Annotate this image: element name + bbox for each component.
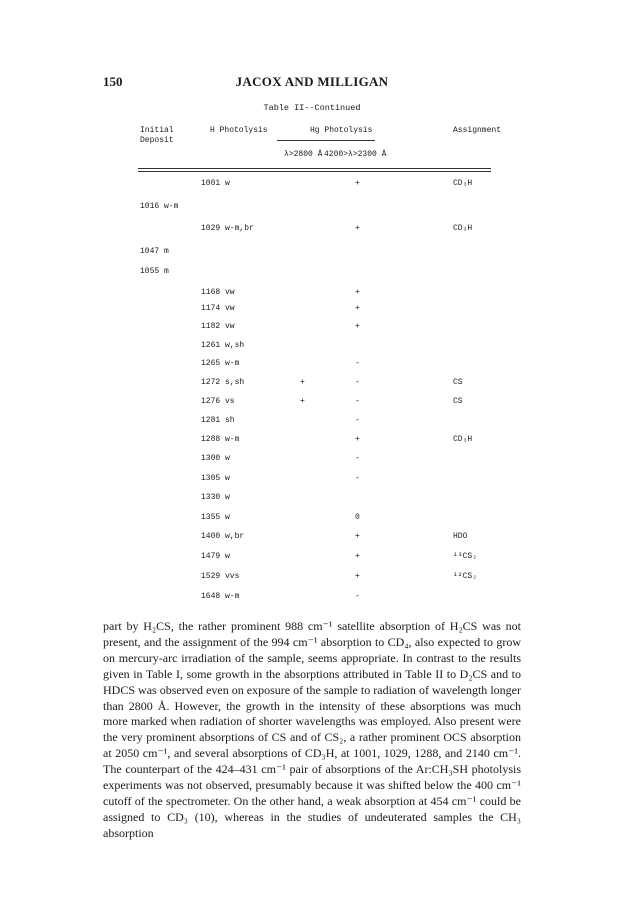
cell-hg-4200-2300: - [355,454,360,463]
cell-hg-4200-2300: + [355,179,360,188]
column-header-initial-line1: Initial [140,126,174,135]
table-row [0,246,624,258]
cell-photolysis: 1272 s,sh [201,378,245,387]
cell-photolysis: 1300 w [201,454,230,463]
cell-photolysis: 1305 w [201,474,230,483]
table-title: Table II--Continued [263,103,361,113]
cell-photolysis: 1529 vvs [201,572,240,581]
column-header-initial-deposit [140,126,174,146]
cell-hg-4200-2300: + [355,552,360,561]
table-row [0,453,624,465]
cell-assignment: CD₃H [453,224,473,233]
cell-assignment: CD₃H [453,179,473,188]
table-row [0,551,624,563]
column-subheader-4200-2300: 4200>λ>2300 Å [324,150,387,159]
cell-photolysis: 1400 w,br [201,532,245,541]
cell-hg-4200-2300: 0 [355,513,360,522]
column-header-photolysis: H Photolysis [210,126,268,135]
cell-photolysis: 1479 w [201,552,230,561]
cell-photolysis: 1648 w-m [201,592,240,601]
table-row [0,358,624,370]
body-paragraph: part by H₂CS, the rather prominent 988 cm⁻¹ satellite absorption of H₂CS was not present, and the assignment of the 994 cm⁻¹ absorption to CD₄, also expected to grow on mercury-arc irradiation of the sample, seems appropriate. In contrast to the results given in Table I, some growth in the absorptions attributed in Table II to D₂CS and to HDCS was observed even on exposure of the sample to radiation of wavelength longer than 2800 Å. However, the growth in the intensity of these absorptions was much more marked when radiation of shorter wavelengths was employed. Also present were the very prominent absorptions of CS and of CS₂, a rather prominent OCS absorption at 2050 cm⁻¹, and several absorptions of CD₃H, at 1001, 1029, 1288, and 2140 cm⁻¹. The counterpart of the 424–431 cm⁻¹ pair of absorptions of the Ar:CH₃SH photolysis experiments was not observed, presumably because it was shifted below the 400 cm⁻¹ cutoff of the spectrometer. On the other hand, a weak absorption at 454 cm⁻¹ could be assigned to CD₃ (10), whereas in the studies of undeuterated samples the CH₃ absorption [103,619,521,840]
table-row [0,531,624,543]
table-top-rule [138,168,491,169]
cell-hg-4200-2300: + [355,322,360,331]
cell-hg-4200-2300: - [355,416,360,425]
cell-photolysis: 1355 w [201,513,230,522]
cell-hg-4200-2300: - [355,397,360,406]
cell-hg-4200-2300: - [355,378,360,387]
cell-initial-deposit: 1047 m [140,247,169,256]
cell-assignment: HDO [453,532,468,541]
table-row [0,377,624,389]
cell-hg-4200-2300: + [355,435,360,444]
cell-photolysis: 1029 w-m,br [201,224,254,233]
table-row [0,321,624,333]
cell-hg-gt2800: + [300,397,305,406]
table-row [0,340,624,352]
running-head: JACOX AND MILLIGAN [235,74,389,89]
table-row [0,303,624,315]
hg-header-underline [277,140,375,141]
table-row [0,434,624,446]
cell-photolysis: 1001 w [201,179,230,188]
cell-photolysis: 1288 w-m [201,435,240,444]
table-row [0,512,624,524]
cell-hg-4200-2300: + [355,532,360,541]
cell-hg-4200-2300: + [355,572,360,581]
cell-hg-4200-2300: - [355,592,360,601]
column-header-initial-line2: Deposit [140,136,174,145]
table-row [0,571,624,583]
cell-hg-4200-2300: - [355,474,360,483]
table-row [0,201,624,213]
cell-initial-deposit: 1055 m [140,267,169,276]
cell-photolysis: 1174 vw [201,304,235,313]
table-row [0,223,624,235]
table-row [0,178,624,190]
cell-hg-4200-2300: - [355,359,360,368]
cell-photolysis: 1265 w-m [201,359,240,368]
table-top-rule-second [138,171,491,172]
column-subheader-gt2800: λ>2800 Å [284,150,323,159]
cell-hg-4200-2300: + [355,224,360,233]
cell-photolysis: 1276 vs [201,397,235,406]
cell-assignment: CS [453,397,463,406]
table-row [0,415,624,427]
cell-photolysis: 1281 sh [201,416,235,425]
column-header-hg-photolysis: Hg Photolysis [310,126,373,135]
table-row [0,287,624,299]
cell-hg-4200-2300: + [355,288,360,297]
table-row [0,473,624,485]
cell-hg-4200-2300: + [355,304,360,313]
cell-hg-gt2800: + [300,378,305,387]
cell-photolysis: 1168 vw [201,288,235,297]
table-row [0,591,624,603]
table-row [0,492,624,504]
page-number: 150 [103,74,123,89]
table-row [0,396,624,408]
table-row [0,266,624,278]
cell-assignment: CS [453,378,463,387]
cell-photolysis: 1182 vw [201,322,235,331]
cell-assignment: ¹³CS₂ [453,552,478,561]
body-text [103,619,521,842]
cell-assignment: ¹²CS₂ [453,572,478,581]
cell-photolysis: 1330 w [201,493,230,502]
cell-assignment: CD₃H [453,435,473,444]
cell-photolysis: 1261 w,sh [201,341,245,350]
cell-initial-deposit: 1016 w-m [140,202,179,211]
column-header-assignment: Assignment [453,126,502,135]
